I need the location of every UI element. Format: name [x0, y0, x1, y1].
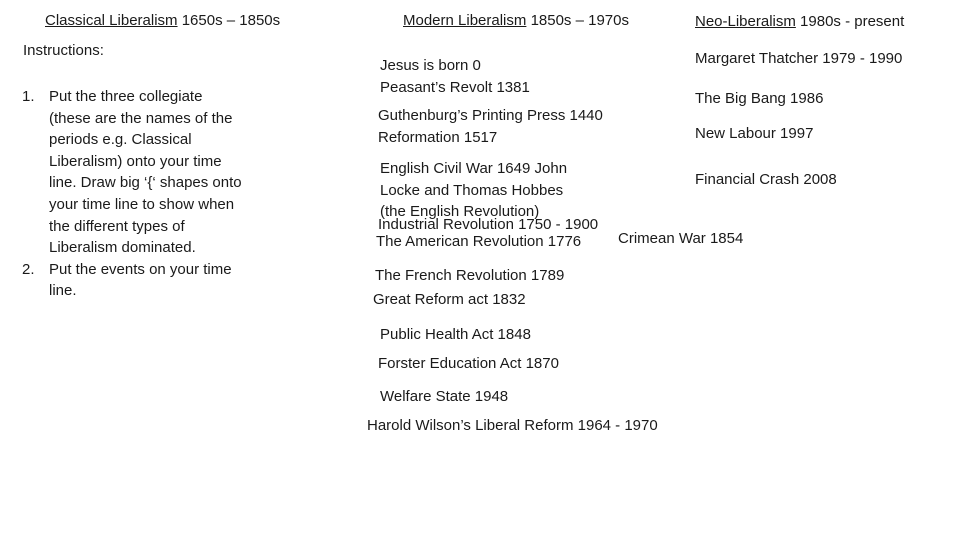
event-reformation: Reformation 1517 — [378, 129, 498, 146]
event-welfare-state: Welfare State 1948 — [380, 388, 509, 405]
header-classical-period: 1650s – 1850s — [181, 12, 281, 29]
header-modern-period: 1850s – 1970s — [530, 12, 629, 29]
instruction-item — [22, 86, 242, 259]
event-new-labour: New Labour 1997 — [695, 125, 814, 142]
event-peasants-revolt: Peasant’s Revolt 1381 — [380, 79, 530, 96]
header-neo-name: Neo-Liberalism — [695, 13, 796, 30]
header-classical-name: Classical Liberalism — [45, 12, 178, 29]
instruction-number: 2. — [22, 260, 35, 278]
event-crimean-war: Crimean War 1854 — [618, 230, 744, 247]
event-public-health-act: Public Health Act 1848 — [380, 326, 531, 343]
event-financial-crash: Financial Crash 2008 — [695, 171, 837, 188]
instruction-text: Put the events on your time line. — [49, 260, 232, 300]
instruction-item — [22, 259, 242, 302]
header-modern-liberalism — [403, 12, 629, 29]
event-margaret-thatcher: Margaret Thatcher 1979 - 1990 — [695, 50, 903, 67]
header-neo-liberalism — [695, 13, 904, 30]
event-american-revolution: The American Revolution 1776 — [376, 233, 582, 250]
header-neo-period: 1980s - present — [800, 13, 905, 30]
event-forster-education-act: Forster Education Act 1870 — [378, 355, 559, 372]
instructions-list — [22, 86, 242, 302]
header-classical-liberalism — [45, 12, 280, 29]
instruction-text: Put the three collegiate (these are the names of the periods e.g. Classical Liberalism) onto your time line. Draw big ‘{‘ shapes onto your time line to show when the different types of Liberalism dominated. — [49, 88, 242, 257]
instructions-label: Instructions: — [23, 42, 104, 59]
event-harold-wilson-reform: Harold Wilson’s Liberal Reform 1964 - 1970 — [367, 417, 658, 434]
instruction-number: 1. — [22, 88, 35, 105]
event-english-civil-war: English Civil War 1649 John Locke and Thomas Hobbes (the English Revolution) — [380, 160, 568, 220]
event-big-bang: The Big Bang 1986 — [695, 90, 824, 107]
event-great-reform-act: Great Reform act 1832 — [373, 291, 526, 308]
event-french-revolution: The French Revolution 1789 — [375, 267, 565, 284]
event-jesus-born: Jesus is born 0 — [380, 57, 481, 74]
header-modern-name: Modern Liberalism — [403, 12, 527, 29]
event-printing-press: Guthenburg’s Printing Press 1440 — [378, 107, 603, 124]
event-industrial-revolution: Industrial Revolution 1750 - 1900 — [378, 216, 599, 233]
